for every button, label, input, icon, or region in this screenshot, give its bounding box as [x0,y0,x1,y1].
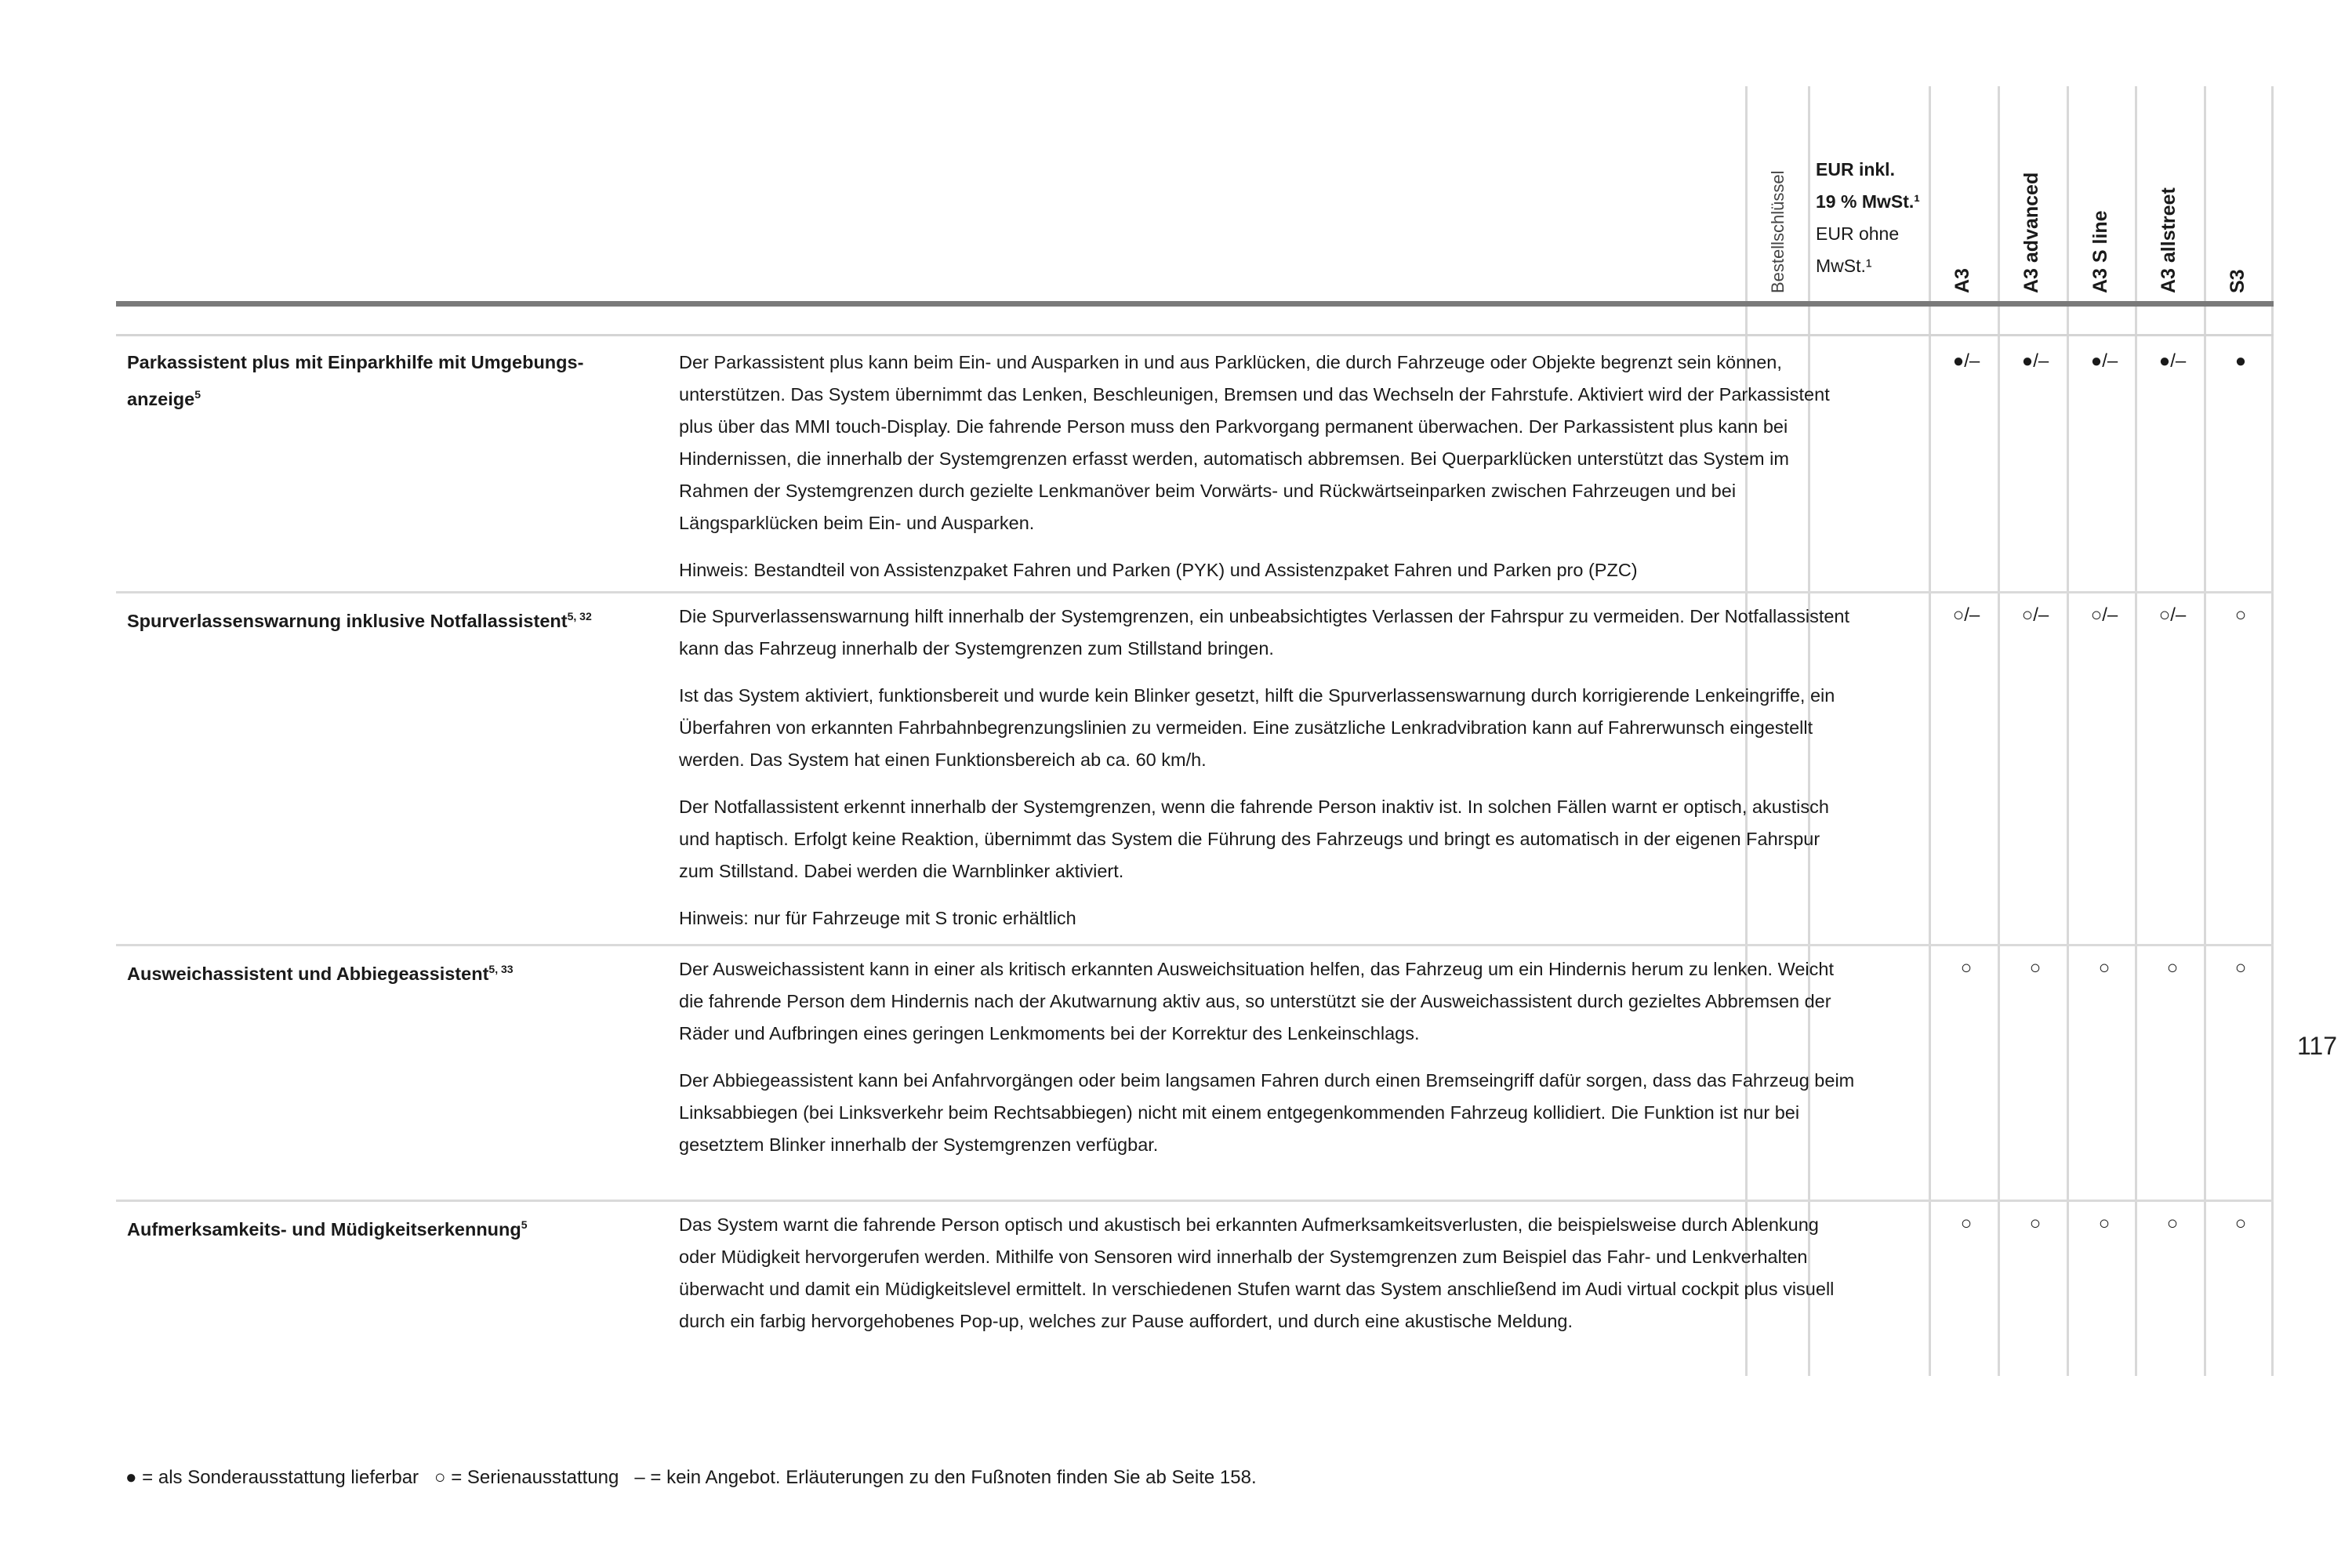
column-header-a3: A3 [1951,268,1973,293]
footnote-ref: 5 [194,388,201,401]
availability-mark-a3-advanced: ●/– [2021,350,2049,372]
price-header-line3: EUR ohne [1816,223,1900,244]
feature-description [679,601,1855,949]
availability-mark-s3: ○ [2234,1213,2247,1234]
header-rule [116,301,2274,307]
feature-description [679,347,1855,601]
feature-title-text-cont: anzeige [127,389,195,409]
table-row [116,347,2274,590]
page-number: 117 [2297,1032,2338,1060]
availability-mark-a3: ○ [1960,1213,1973,1234]
feature-title-text: Parkassistent plus mit Einparkhilfe mit Umgebungs- [127,352,584,372]
price-header-line1: EUR inkl. [1816,159,1895,180]
feature-title-text: Spurverlassenswarnung inklusive Notfallassistent [127,611,568,631]
column-header-order-key: Bestellschlüssel [1768,170,1788,293]
description-paragraph: Ist das System aktiviert, funktionsbereit und wurde kein Blinker gesetzt, hilft die Spurverlassenswarnung durch korrigierende Lenkeingriffe, ein Überfahren von erkannten Fahrbahnbegrenzungslinien zu vermeiden. Eine zusätzliche Lenkradvibration kann auf Fahrerwunsch eingestellt werden. Das System hat einen Funktionsbereich ab ca. 60 km/h. [679,685,1835,770]
table-row [116,1209,2274,1375]
description-paragraph: Das System warnt die fahrende Person optisch und akustisch bei erkannten Aufmerksamkeitsverlusten, die beispielsweise durch Ablenkung oder Müdigkeit hervorgerufen werden. Mithilfe von Sensoren wird innerhalb der Systemgrenzen zum Beispiel das Fahr- und Lenkverhalten überwacht und damit ein Müdigkeitslevel ermittelt. In verschiedenen Stufen warnt das System anschließend im Audi virtual cockpit plus visuell durch ein farbig hervorgehobenes Pop-up, welches zur Pause auffordert, und durch eine akustische Meldung. [679,1214,1835,1331]
availability-mark-a3: ○ [1960,957,1973,978]
row-divider [116,591,2274,593]
availability-mark-a3: ●/– [1952,350,1980,372]
availability-mark-a3-allstreet: ○ [2166,1213,2179,1234]
availability-mark-s3: ○ [2234,604,2247,626]
availability-mark-s3: ● [2234,350,2247,372]
availability-mark-a3-advanced: ○ [2029,957,2042,978]
availability-mark-a3-advanced: ○/– [2021,604,2049,626]
footnote-ref: 5 [521,1218,528,1231]
availability-mark-a3-s-line: ○ [2098,957,2111,978]
availability-mark-a3-advanced: ○ [2029,1213,2042,1234]
description-note: Hinweis: Bestandteil von Assistenzpaket Fahren und Parken (PYK) und Assistenzpaket Fahren und Parken pro (PZC) [679,560,1638,580]
header-rule-thin [116,334,2274,336]
availability-mark-a3: ○/– [1952,604,1980,626]
column-header-a3-s-line: A3 S line [2089,210,2111,293]
footnote-ref: 5, 32 [567,610,592,622]
footnote-ref: 5, 33 [488,963,514,975]
feature-title [127,601,644,637]
feature-title-text: Aufmerksamkeits- und Müdigkeitserkennung [127,1219,521,1240]
column-header-price [1816,154,1933,282]
description-note: Hinweis: nur für Fahrzeuge mit S tronic erhältlich [679,908,1076,928]
availability-mark-a3-allstreet: ●/– [2158,350,2187,372]
feature-description [679,953,1855,1176]
description-paragraph: Der Parkassistent plus kann beim Ein- und Ausparken in und aus Parklücken, die durch Fahrzeuge oder Objekte begrenzt sein können, unterstützen. Das System übernimmt das Lenken, Beschleunigen, Bremsen und das Wechseln der Fahrstufe. Aktiviert wird der Parkassistent plus über das MMI touch-Display. Die fahrende Person muss den Parkvorgang permanent überwachen. Der Parkassistent plus kann bei Hindernissen, die innerhalb der Systemgrenzen erfasst werden, automatisch abbremsen. Bei Querparklücken unterstützt das System im Rahmen der Systemgrenzen durch gezielte Lenkmanöver beim Vorwärts- und Rückwärtseinparken zwischen Fahrzeugen und bei Längsparklücken beim Ein- und Ausparken. [679,352,1830,533]
availability-mark-a3-s-line: ○/– [2090,604,2118,626]
description-paragraph: Die Spurverlassenswarnung hilft innerhalb der Systemgrenzen, ein unbeabsichtigtes Verlassen der Fahrspur zu vermeiden. Der Notfallassistent kann das Fahrzeug innerhalb der Systemgrenzen zum Stillstand bringen. [679,606,1850,659]
availability-mark-a3-allstreet: ○ [2166,957,2179,978]
feature-description [679,1209,1855,1352]
price-header-line2: 19 % MwSt.¹ [1816,191,1920,212]
availability-mark-a3-allstreet: ○/– [2158,604,2187,626]
feature-title [127,1209,629,1246]
column-header-s3: S3 [2227,269,2249,293]
table-row [116,601,2274,942]
legend-footnote: ● = als Sonderausstattung lieferbar ○ = Serienausstattung – = kein Angebot. Erläuterungen zu den Fußnoten finden Sie ab Seite 158. [125,1467,1257,1488]
row-divider [116,1200,2274,1202]
description-paragraph: Der Abbiegeassistent kann bei Anfahrvorgängen oder beim langsamen Fahren durch einen Bremseingriff dafür sorgen, dass das Fahrzeug beim Linksabbiegen (bei Linksverkehr beim Rechtsabbiegen) nicht mit einem entgegenkommenden Fahrzeug kollidiert. Die Funktion ist nur bei gesetztem Blinker innerhalb der Systemgrenzen verfügbar. [679,1070,1855,1155]
description-paragraph: Der Notfallassistent erkennt innerhalb der Systemgrenzen, wenn die fahrende Person inaktiv ist. In solchen Fällen warnt er optisch, akustisch und haptisch. Erfolgt keine Reaktion, übernimmt das System die Führung des Fahrzeugs und bringt es automatisch in der eigenen Fahrspur zum Stillstand. Dabei werden die Warnblinker aktiviert. [679,797,1829,881]
feature-title [127,347,629,416]
feature-title [127,953,629,990]
table-row [116,953,2274,1198]
description-paragraph: Der Ausweichassistent kann in einer als kritisch erkannten Ausweichsituation helfen, das Fahrzeug um ein Hindernis herum zu lenken. Weicht die fahrende Person dem Hindernis nach der Akutwarnung aktiv aus, so unterstützt sie der Ausweichassistent durch gezieltes Abbremsen der Räder und Aufbringen eines geringen Lenkmoments bei der Korrektur des Lenkeinschlags. [679,959,1834,1044]
availability-mark-a3-s-line: ●/– [2090,350,2118,372]
price-header-line4: MwSt.¹ [1816,256,1872,276]
availability-mark-s3: ○ [2234,957,2247,978]
feature-title-text: Ausweichassistent und Abbiegeassistent [127,964,489,984]
column-header-a3-allstreet: A3 allstreet [2158,187,2180,293]
availability-mark-a3-s-line: ○ [2098,1213,2111,1234]
column-header-a3-advanced: A3 advanced [2020,172,2042,293]
row-divider [116,944,2274,946]
